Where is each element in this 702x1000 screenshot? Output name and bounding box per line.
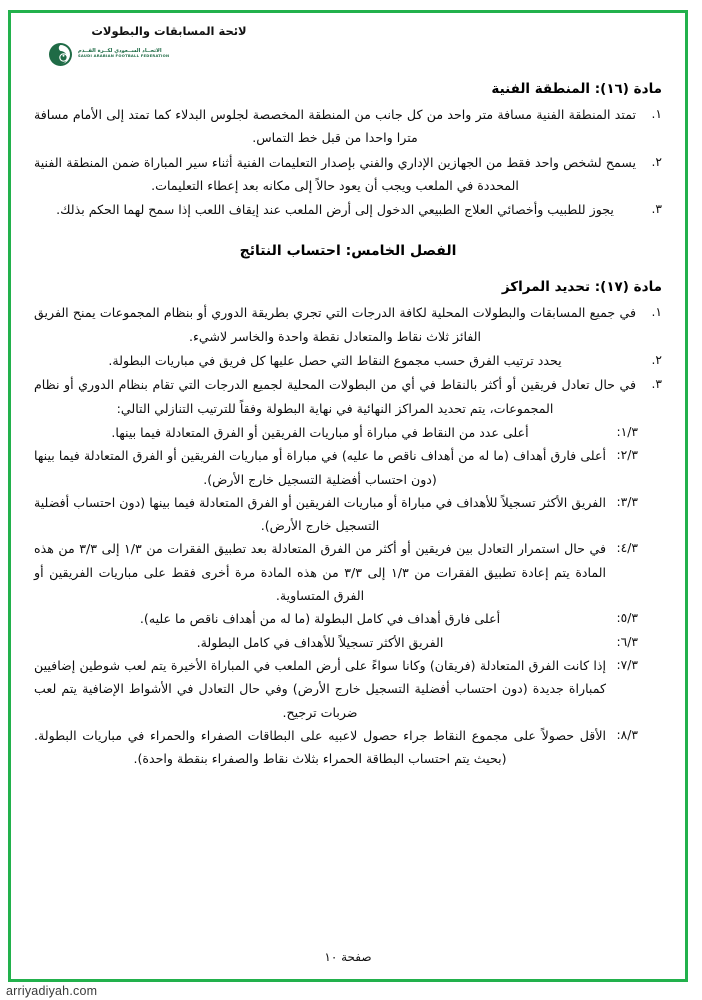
- list-item: [34, 631, 638, 654]
- list-item-text: إذا كانت الفرق المتعادلة (فريقان) وكانا سواءً على أرض الملعب في المباراة الأخيرة يتم لعب شوطين إضافيين كمباراة جديدة (دون احتساب أفضلية التسجيل خارج الأرض) وفي حال التعادل في الأشواط الإضافية يتم لعب ضربات ترجيح.: [34, 657, 606, 720]
- list-item: [34, 444, 638, 491]
- list-item-marker: ١/٣:: [616, 424, 638, 439]
- list-item-marker: ٣.: [651, 377, 662, 392]
- federation-name-arabic: الاتحــاد الســعودي لكــرة القــدم: [78, 48, 162, 55]
- list-item-marker: ٥/٣:: [616, 611, 638, 626]
- list-item-marker: ٦/٣:: [616, 634, 638, 649]
- list-item-text: في حال استمرار التعادل بين فريقين أو أكثر من الفرق المتعادلة بعد تطبيق الفقرات من ١/٣ إلى ٣/٣ من هذه المادة يتم إعادة تطبيق الفقرات من ١/٣ إلى ٣/٣ من هذه المادة مرة أخرى فقط على مباريات الفريقين أو الفرق المتساوية.: [34, 541, 606, 604]
- article-17-heading: مادة (١٧): تحديد المراكز: [501, 279, 662, 296]
- article-17-sub-list: [34, 421, 662, 770]
- federation-logo: [48, 41, 288, 67]
- list-item: [34, 654, 638, 724]
- page-number-footer: صفحة ١٠: [324, 950, 372, 964]
- list-item-marker: ٢/٣:: [616, 448, 638, 463]
- saudi-football-federation-logo-icon: [48, 42, 73, 67]
- list-item-text: يسمح لشخص واحد فقط من الجهازين الإداري والفني بإصدار التعليمات الفنية أثناء سير المباراة ضمن المنطقة الفنية المحددة في الملعب ويجب أن يعود حالاً إلى مكانه بعد إعطاء التعليمات.: [34, 154, 636, 193]
- list-item-marker: ٧/٣:: [616, 657, 638, 672]
- federation-name-english: SAUDI ARABIAN FOOTBALL FEDERATION: [78, 53, 170, 58]
- list-item-text: الأقل حصولاً على مجموع النقاط جراء حصول لاعبيه على البطاقات الصفراء والحمراء في مباريات البطولة. (بحيث يتم احتساب البطاقة الحمراء بثلاث نقاط والصفراء بنقطة واحدة).: [34, 727, 606, 767]
- site-watermark: arriyadiyah.com: [6, 984, 98, 998]
- list-item-text: أعلى فارق أهداف (ما له من أهداف ناقص ما عليه) في مباراة أو مباريات الفريقين أو الفرق المتعادلة فيما بينها (دون احتساب أفضلية التسجيل خارج الأرض).: [34, 448, 606, 487]
- list-item-text: يحدد ترتيب الفرق حسب مجموع النقاط التي حصل عليها كل فريق في مباريات البطولة.: [108, 353, 562, 369]
- list-item: [34, 607, 638, 630]
- list-item-text: تمتد المنطقة الفنية مسافة متر واحد من كل جانب من المنطقة المخصصة لجلوس البدلاء كما تمتد إلى الأمام مسافة مترا واحدا من قبل خط التماس.: [34, 107, 636, 146]
- article-16-heading: مادة (١٦): المنطقة الفنية: [491, 81, 662, 97]
- list-item-text: في حال تعادل فريقين أو أكثر بالنقاط في أي من البطولات المحلية لجميع الدرجات التي تقام بنظام الدوري أو نظام المجموعات، يتم تحديد المراكز النهائية في نهاية البطولة وفقاً للترتيب التنازلي التالي:: [34, 377, 636, 416]
- list-item-marker: ٨/٣:: [616, 727, 638, 742]
- list-item-text: الفريق الأكثر تسجيلاً للأهداف في كامل البطولة.: [196, 634, 444, 650]
- article-16-list: [34, 103, 662, 221]
- list-item: [34, 198, 662, 221]
- article-17-list: [34, 301, 662, 419]
- list-item: [34, 537, 638, 607]
- page-content: [8, 10, 688, 982]
- list-item-text: أعلى فارق أهداف في كامل البطولة (ما له من أهداف ناقص ما عليه).: [139, 611, 501, 627]
- list-item-marker: ٣/٣:: [616, 494, 638, 509]
- list-item-marker: ٤/٣:: [616, 541, 638, 556]
- list-item-marker: ٢.: [651, 353, 662, 368]
- list-item-marker: ٣.: [651, 202, 662, 217]
- list-item-marker: ٢.: [651, 154, 662, 169]
- federation-logo-wordmark: [78, 49, 169, 58]
- list-item-text: أعلى عدد من النقاط في مباراة أو مباريات الفريقين أو الفرق المتعادلة فيما بينها.: [111, 424, 529, 440]
- list-item: [34, 373, 662, 420]
- list-item: [34, 421, 638, 444]
- list-item: [34, 301, 662, 348]
- list-item: [34, 349, 662, 372]
- document-header: [34, 22, 662, 67]
- list-item: [34, 724, 638, 771]
- list-item-text: في جميع المسابقات والبطولات المحلية لكافة الدرجات التي تجري بطريقة الدوري أو بنظام المجموعات يمنح الفريق الفائز ثلاث نقاط والمتعادل نقطة واحدة والخاسر لاشيء.: [34, 305, 636, 344]
- list-item-marker: ١.: [651, 305, 662, 320]
- list-item: [34, 103, 662, 150]
- list-item-text: يجوز للطبيب وأخصائي العلاج الطبيعي الدخول إلى أرض الملعب عند إيقاف اللعب إذا سمح لهما الحكم بذلك.: [56, 202, 614, 218]
- header-title: لائحة المسابقات والبطولات: [91, 24, 247, 38]
- chapter-5-heading: الفصل الخامس: احتساب النتائج: [239, 243, 457, 260]
- list-item-text: الفريق الأكثر تسجيلاً للأهداف في مباراة أو مباريات الفريقين أو الفرق المتعادلة فيما بينها (دون احتساب أفضلية التسجيل خارج الأرض).: [34, 494, 606, 534]
- list-item: [34, 491, 638, 538]
- list-item: [34, 151, 662, 198]
- list-item-marker: ١.: [651, 107, 662, 121]
